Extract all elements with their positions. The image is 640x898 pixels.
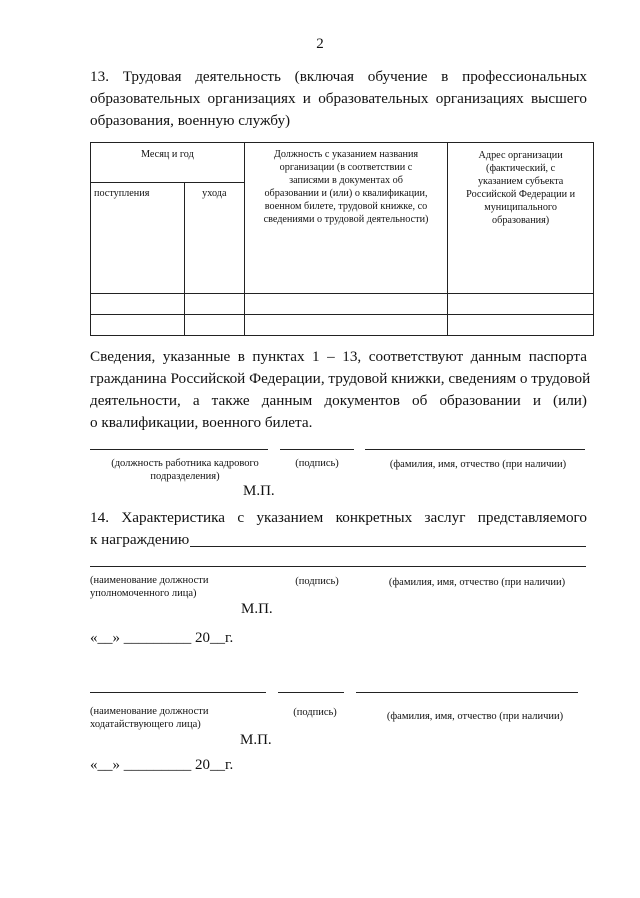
section-13-heading bbox=[90, 66, 587, 132]
header-line: Российской Федерации и bbox=[466, 189, 576, 200]
header-line: военном билете, трудовой книжке, со bbox=[264, 201, 428, 212]
table-cell[interactable] bbox=[244, 315, 447, 336]
petitioner-signature-caption: (подпись) bbox=[293, 707, 337, 718]
work-history-table bbox=[90, 142, 594, 336]
month-year-header: Месяц и год bbox=[91, 143, 245, 183]
header-line: муниципального bbox=[484, 202, 557, 213]
header-line: организации (в соответствии с bbox=[279, 162, 413, 173]
characteristic-line[interactable] bbox=[90, 566, 586, 567]
authorized-date-field[interactable]: «__» _________ 20__г. bbox=[90, 630, 234, 646]
petitioner-signature-line[interactable] bbox=[278, 692, 344, 693]
petitioner-name-caption: (фамилия, имя, отчество (при наличии) bbox=[386, 711, 564, 722]
hr-position-caption bbox=[90, 457, 280, 483]
caption-line: ходатайствующего лица) bbox=[90, 719, 201, 730]
table-cell[interactable] bbox=[184, 315, 244, 336]
petitioner-name-line[interactable] bbox=[356, 692, 578, 693]
hr-name-line[interactable] bbox=[365, 449, 585, 450]
caption-line: (должность работника кадрового bbox=[111, 458, 259, 469]
section-14-line: 14. Характеристика с указанием конкретных заслуг представляемого bbox=[90, 509, 587, 526]
address-header bbox=[448, 143, 594, 294]
caption-line: уполномоченного лица) bbox=[90, 588, 197, 599]
page-number: 2 bbox=[316, 36, 324, 52]
authorized-name-caption: (фамилия, имя, отчество (при наличии) bbox=[388, 577, 566, 588]
section-13-line: 13. Трудовая деятельность (включая обучение в профессиональных bbox=[90, 68, 587, 85]
section-14-line2: к награждению bbox=[90, 531, 190, 548]
authorized-stamp-label: М.П. bbox=[241, 601, 273, 617]
hr-name-caption: (фамилия, имя, отчество (при наличии) bbox=[389, 459, 567, 470]
authorized-signature-caption: (подпись) bbox=[295, 576, 339, 587]
entry-header: поступления bbox=[91, 183, 185, 294]
table-cell[interactable] bbox=[91, 294, 185, 315]
hr-signature-line[interactable] bbox=[280, 449, 354, 450]
exit-header: ухода bbox=[184, 183, 244, 294]
header-line: записями в документах об bbox=[289, 175, 403, 186]
statement-line: о квалификации, военного билета. bbox=[90, 414, 313, 431]
petitioner-position-caption bbox=[90, 705, 270, 731]
statement-line: гражданина Российской Федерации, трудовой книжки, сведениям о трудовой bbox=[90, 370, 591, 387]
header-line: (фактический, с bbox=[486, 163, 556, 174]
statement-paragraph bbox=[90, 346, 591, 434]
header-line: Адрес организации bbox=[478, 150, 563, 161]
authorized-position-caption bbox=[90, 574, 270, 600]
header-line: Должность с указанием названия bbox=[273, 149, 419, 160]
header-line: образования) bbox=[492, 215, 550, 226]
caption-line: (наименование должности bbox=[90, 575, 209, 586]
petitioner-stamp-label: М.П. bbox=[240, 732, 272, 748]
header-line: указанием субъекта bbox=[477, 176, 564, 187]
section-14-heading bbox=[90, 507, 587, 529]
table-row bbox=[91, 294, 594, 315]
statement-line: Сведения, указанные в пунктах 1 – 13, соответствуют данным паспорта bbox=[90, 348, 587, 365]
position-header bbox=[244, 143, 447, 294]
section-13-line: образовательных организациях и образовательных организациях высшего bbox=[90, 90, 587, 107]
hr-signature-caption: (подпись) bbox=[295, 458, 339, 469]
table-cell[interactable] bbox=[448, 315, 594, 336]
characteristic-line[interactable] bbox=[190, 546, 586, 547]
table-cell[interactable] bbox=[448, 294, 594, 315]
caption-line: (наименование должности bbox=[90, 706, 209, 717]
table-cell[interactable] bbox=[91, 315, 185, 336]
header-line: образовании и (или) о квалификации, bbox=[264, 188, 428, 199]
hr-stamp-label: М.П. bbox=[243, 483, 275, 499]
hr-position-line[interactable] bbox=[90, 449, 268, 450]
caption-line: подразделения) bbox=[150, 471, 220, 482]
petitioner-position-line[interactable] bbox=[90, 692, 266, 693]
header-line: сведениями о трудовой деятельности) bbox=[263, 214, 429, 225]
table-row bbox=[91, 315, 594, 336]
section-13-line: образования, военную службу) bbox=[90, 112, 291, 129]
statement-line: деятельности, а также данным документов об образовании и (или) bbox=[90, 392, 587, 409]
table-cell[interactable] bbox=[184, 294, 244, 315]
petitioner-date-field[interactable]: «__» _________ 20__г. bbox=[90, 757, 234, 773]
table-cell[interactable] bbox=[244, 294, 447, 315]
